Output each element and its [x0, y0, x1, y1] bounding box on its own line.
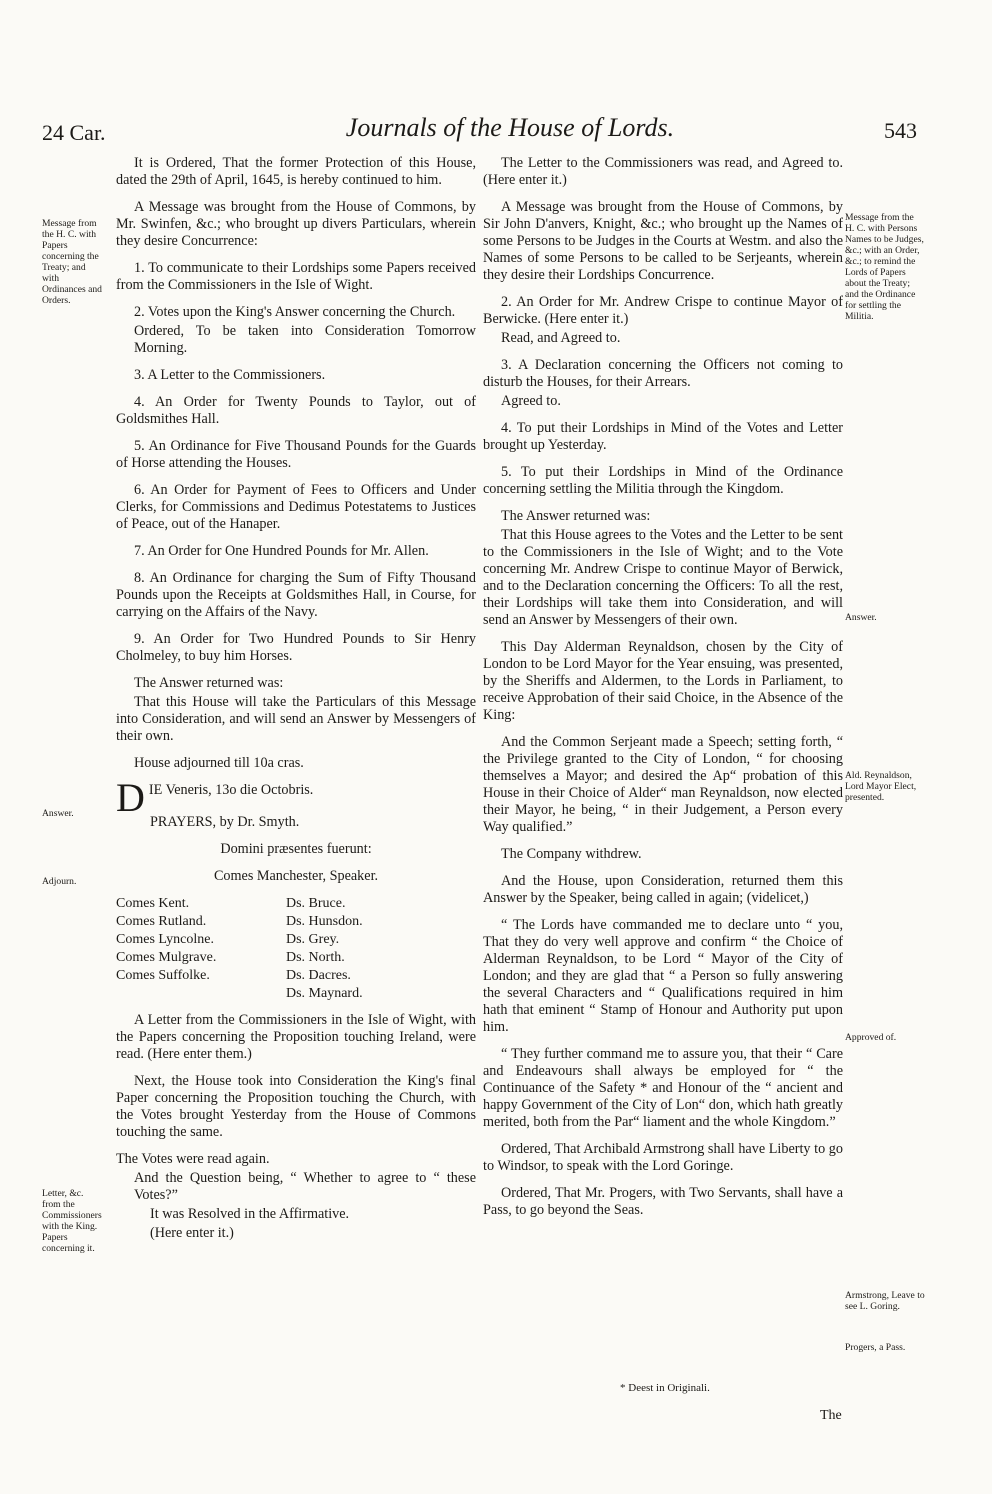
paragraph: 4. An Order for Twenty Pounds to Taylor, out of Goldsmithes Hall.: [116, 394, 476, 427]
paragraph: And the House, upon Consideration, returned them this Answer by the Speaker, being called in again; (videlicet,): [483, 873, 843, 906]
paragraph: 7. An Order for One Hundred Pounds for Mr. Allen.: [134, 543, 429, 559]
paragraph: Agreed to.: [501, 393, 561, 409]
paragraph: A Message was brought from the House of Commons, by Mr. Swinfen, &c.; who brought up divers Particulars, wherein they desire Concurrence:: [116, 199, 476, 249]
lord-name: Comes Suffolke.: [116, 968, 210, 983]
paragraph: “ They further command me to assure you, that their “ Care and Endeavours shall always be employed for “ the Continuance of the Safety * and Honour of the “ ancient and happy Government of the City of Lon“ don, which hath greatly merited, both from the Par“ liament and the whole Kingdom.”: [483, 1046, 843, 1130]
margin-note-approved: Approved of.: [845, 1032, 897, 1043]
paragraph: That this House agrees to the Votes and the Letter to be sent to the Commissioners in the Isle of Wight; and to the Vote concerning Mr. Andrew Crispe to continue Mayor of Berwick, and to the Declaration concerning the Officers: To all the rest, their Lordships will take them into Consideration, and will send an Answer by Messengers of their own.: [483, 527, 843, 628]
paragraph: It is Ordered, That the former Protection of this House, dated the 29th of April, 1645, is hereby continued to him.: [116, 155, 476, 188]
paragraph: The Answer returned was:: [134, 675, 284, 691]
paragraph: (Here enter it.): [150, 1225, 234, 1241]
lord-name: Ds. North.: [286, 950, 345, 965]
margin-note-lord-mayor: Ald. Reynaldson, Lord Mayor Elect, presented.: [845, 770, 917, 803]
margin-note-message: Message from the H. C. with Papers concerning the Treaty; and with Ordinances and Orders.: [42, 218, 102, 306]
margin-note-papers: Papers concerning it.: [42, 1232, 95, 1254]
paragraph: 4. To put their Lordships in Mind of the Votes and Letter brought up Yesterday.: [483, 420, 843, 453]
lord-name: [116, 985, 286, 1002]
paragraph: A Message was brought from the House of Commons, by Sir John D'anvers, Knight, &c.; who brought up the Names of some Persons to be Judges in the Courts at Westm. and also the Names of some Persons to be called to be Serjeants, wherein they desire their Lordships Concurrence.: [483, 199, 843, 283]
margin-note-answer: Answer.: [845, 612, 877, 623]
paragraph: Ordered, That Archibald Armstrong shall have Liberty to go to Windsor, to speak with the Lord Goringe.: [483, 1141, 843, 1174]
catchword: The: [820, 1408, 842, 1423]
paragraph: 8. An Ordinance for charging the Sum of Fifty Thousand Pounds upon the Receipts at Goldsmithes Hall, in Course, for carrying on the Affairs of the Navy.: [116, 570, 476, 620]
paragraph: House adjourned till 10a cras.: [134, 755, 304, 771]
paragraph: That this House will take the Particulars of this Message into Consideration, and will send an Answer by Messengers of their own.: [116, 694, 476, 744]
lord-name: Comes Rutland.: [116, 914, 207, 929]
margin-note-adjourn: Adjourn.: [42, 876, 77, 887]
paragraph: It was Resolved in the Affirmative.: [150, 1206, 350, 1222]
paragraph: PRAYERS, by Dr. Smyth.: [150, 814, 300, 830]
running-head-title: Journals of the House of Lords.: [345, 113, 675, 142]
lords-present-list: [116, 895, 476, 1002]
lord-name: Ds. Grey.: [286, 932, 340, 947]
margin-note-answer: Answer.: [42, 808, 74, 819]
paragraph: The Votes were read again.: [116, 1151, 270, 1167]
paragraph: Ordered, To be taken into Consideration Tomorrow Morning.: [134, 323, 476, 356]
margin-note-letter: Letter, &c. from the Commissioners with the King.: [42, 1188, 102, 1232]
paragraph: 1. To communicate to their Lordships some Papers received from the Commissioners in the Isle of Wight.: [116, 260, 476, 293]
lord-name: Comes Kent.: [116, 896, 190, 911]
paragraph: The Letter to the Commissioners was read, and Agreed to. (Here enter it.): [483, 155, 843, 188]
footnote: * Deest in Originali.: [620, 1382, 710, 1394]
paragraph: And the Common Serjeant made a Speech; setting forth, “ the Privilege granted to the City of London, “ for choosing themselves a Mayor; and desired the Ap“ probation of this House in their Choice of Alder“ man Reynaldson, now elected their Mayor, he being, “ in their Judgement, a Person every Way qualified.”: [483, 734, 843, 835]
lord-name: Ds. Hunsdon.: [286, 914, 363, 929]
margin-note-progers: Progers, a Pass.: [845, 1342, 906, 1353]
left-column: [116, 155, 476, 1252]
paragraph: 5. To put their Lordships in Mind of the Ordinance concerning settling the Militia through the Kingdom.: [483, 464, 843, 497]
lord-name: Ds. Bruce.: [286, 896, 346, 911]
lord-name: Ds. Maynard.: [286, 986, 363, 1001]
paragraph: This Day Alderman Reynaldson, chosen by the City of London to be Lord Mayor for the Year ensuing, was presented, by the Sheriffs and Aldermen, to the Lords in Parliament, to receive Approbation of their said Choice, in the Absence of the King:: [483, 639, 843, 723]
paragraph: A Letter from the Commissioners in the Isle of Wight, with the Papers concerning the Proposition touching Ireland, were read. (Here enter them.): [116, 1012, 476, 1062]
right-column: [483, 155, 843, 1229]
page-number: 543: [884, 118, 917, 143]
paragraph: 3. A Letter to the Commissioners.: [134, 367, 326, 383]
paragraph: “ The Lords have commanded me to declare unto “ you, That they do very well approve and confirm “ the Choice of Alderman Reynaldson, to be Lord “ Mayor of the City of London; and they are glad that “ a Person so fully answering the several Characters and “ Qualifications required in him hath that eminent “ Stamp of Honour and Authority put upon him.: [483, 917, 843, 1035]
paragraph: Comes Manchester, Speaker.: [213, 868, 379, 884]
lord-name: Comes Mulgrave.: [116, 950, 217, 965]
paragraph: 2. Votes upon the King's Answer concerning the Church.: [134, 304, 456, 320]
paragraph: 5. An Ordinance for Five Thousand Pounds for the Guards of Horse attending the Houses.: [116, 438, 476, 471]
paragraph: 6. An Order for Payment of Fees to Officers and Under Clerks, for Commissions and Dedimus Potestatems to Justices of Peace, out of the Hanaper.: [116, 482, 476, 532]
paragraph: Ordered, That Mr. Progers, with Two Servants, shall have a Pass, to go beyond the Seas.: [483, 1185, 843, 1218]
margin-note-armstrong: Armstrong, Leave to see L. Goring.: [845, 1290, 925, 1312]
running-head-regnal-year: 24 Car.: [42, 120, 106, 145]
lord-name: Ds. Dacres.: [286, 968, 351, 983]
paragraph: Domini præsentes fuerunt:: [220, 841, 372, 857]
paragraph: 3. A Declaration concerning the Officers not coming to disturb the Houses, for their Arrears.: [483, 357, 843, 390]
paragraph: Read, and Agreed to.: [501, 330, 621, 346]
lord-name: Comes Lyncolne.: [116, 932, 214, 947]
margin-note-message: Message from the H. C. with Persons Names to be Judges, &c.; with an Order, &c.; to remind the Lords of Papers about the Treaty; and the Ordinance for settling the Militia.: [845, 212, 924, 322]
paragraph: The Answer returned was:: [501, 508, 651, 524]
drop-cap: D: [116, 775, 145, 820]
paragraph: Next, the House took into Consideration the King's final Paper concerning the Proposition touching the Church, with the Votes brought Yesterday from the House of Commons touching the same.: [116, 1073, 476, 1140]
paragraph: And the Question being, “ Whether to agree to “ these Votes?”: [134, 1170, 476, 1203]
paragraph: The Company withdrew.: [501, 846, 642, 862]
date-heading: DIE Veneris, 13o die Octobris.: [116, 775, 314, 820]
paragraph: 9. An Order for Two Hundred Pounds to Sir Henry Cholmeley, to buy him Horses.: [116, 631, 476, 664]
paragraph: 2. An Order for Mr. Andrew Crispe to continue Mayor of Berwicke. (Here enter it.): [483, 294, 843, 327]
